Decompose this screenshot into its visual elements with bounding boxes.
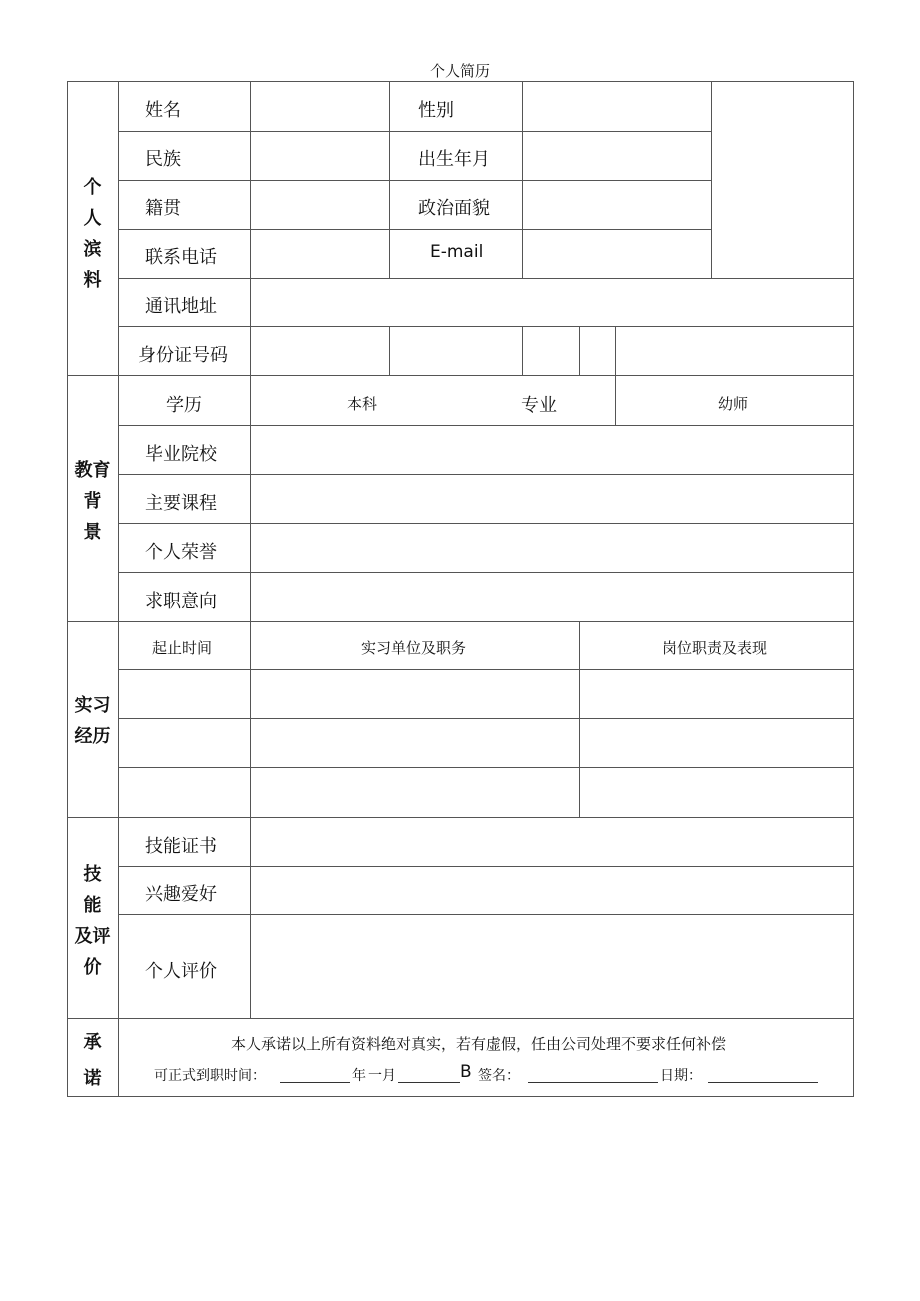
section-label-skills: 技 能 及评 价: [74, 864, 111, 978]
divider: [67, 621, 854, 622]
name-label: 姓名: [145, 100, 181, 121]
ethnicity-label: 民族: [145, 149, 181, 170]
col-duties-header: 岗位职责及表现: [662, 639, 768, 657]
divider: [67, 375, 854, 376]
divider: [250, 621, 251, 817]
divider: [118, 572, 854, 573]
hobbies-label: 兴趣爱好: [145, 884, 217, 905]
political-status-label: 政治面貌: [418, 198, 490, 219]
signature-label: 签名：: [478, 1068, 520, 1084]
section-label-promise: 承 诺: [83, 1032, 102, 1089]
native-place-label: 籍贯: [145, 198, 181, 219]
birth-label: 出生年月: [418, 149, 490, 170]
divider: [250, 81, 251, 621]
divider: [250, 817, 251, 1018]
section-label-education: 教育 背 景: [74, 460, 111, 543]
promise-statement: 本人承诺以上所有资料绝对真实，若有虚假，任由公司处理不要求任何补偿: [231, 1035, 727, 1053]
divider: [579, 621, 580, 817]
section-label-personal: 个 人 滨 料: [83, 177, 102, 291]
divider: [389, 81, 390, 278]
honors-label: 个人荣誉: [145, 542, 217, 563]
signature-blank[interactable]: [528, 1082, 658, 1083]
divider: [118, 278, 854, 279]
divider: [118, 523, 854, 524]
gender-label: 性别: [418, 100, 454, 121]
major-label: 专业: [521, 395, 557, 416]
address-label: 通讯地址: [145, 296, 217, 317]
month-label: 一月: [368, 1068, 396, 1084]
divider: [579, 326, 580, 375]
page-title: 个人简历: [429, 62, 490, 80]
divider: [118, 718, 854, 719]
job-intent-label: 求职意向: [145, 591, 217, 612]
school-label: 毕业院校: [145, 444, 217, 465]
self-evaluation-label: 个人评价: [145, 961, 217, 982]
divider: [118, 425, 854, 426]
resume-form: [67, 81, 854, 1097]
divider: [389, 326, 390, 375]
phone-label: 联系电话: [145, 247, 217, 268]
divider: [522, 81, 523, 278]
month-blank[interactable]: [398, 1082, 460, 1083]
id-number-label: 身份证号码: [138, 345, 228, 366]
date-blank[interactable]: [708, 1082, 818, 1083]
divider: [711, 81, 712, 278]
available-date-label: 可正式到职时间：: [154, 1068, 266, 1084]
section-label-internship: 实习 经历: [74, 695, 111, 747]
col-unit-header: 实习单位及职务: [361, 639, 467, 657]
divider: [67, 1018, 854, 1019]
day-label: B: [460, 1062, 472, 1082]
divider: [118, 914, 854, 915]
divider: [118, 866, 854, 867]
divider: [522, 326, 523, 375]
degree-label: 学历: [166, 395, 202, 416]
divider: [118, 326, 854, 327]
courses-label: 主要课程: [145, 493, 217, 514]
year-blank[interactable]: [280, 1082, 350, 1083]
divider: [118, 767, 854, 768]
divider: [67, 817, 854, 818]
date-label: 日期：: [660, 1068, 702, 1084]
divider: [118, 81, 119, 1097]
divider: [118, 229, 711, 230]
year-label: 年: [352, 1068, 366, 1084]
divider: [615, 375, 616, 425]
certificates-label: 技能证书: [145, 836, 217, 857]
col-period-header: 起止时间: [152, 639, 213, 657]
divider: [118, 669, 854, 670]
major-value: 幼师: [718, 395, 749, 413]
divider: [615, 326, 616, 375]
degree-value: 本科: [347, 395, 378, 413]
divider: [118, 131, 711, 132]
divider: [118, 180, 711, 181]
divider: [118, 474, 854, 475]
email-label: E-mail: [430, 242, 484, 262]
